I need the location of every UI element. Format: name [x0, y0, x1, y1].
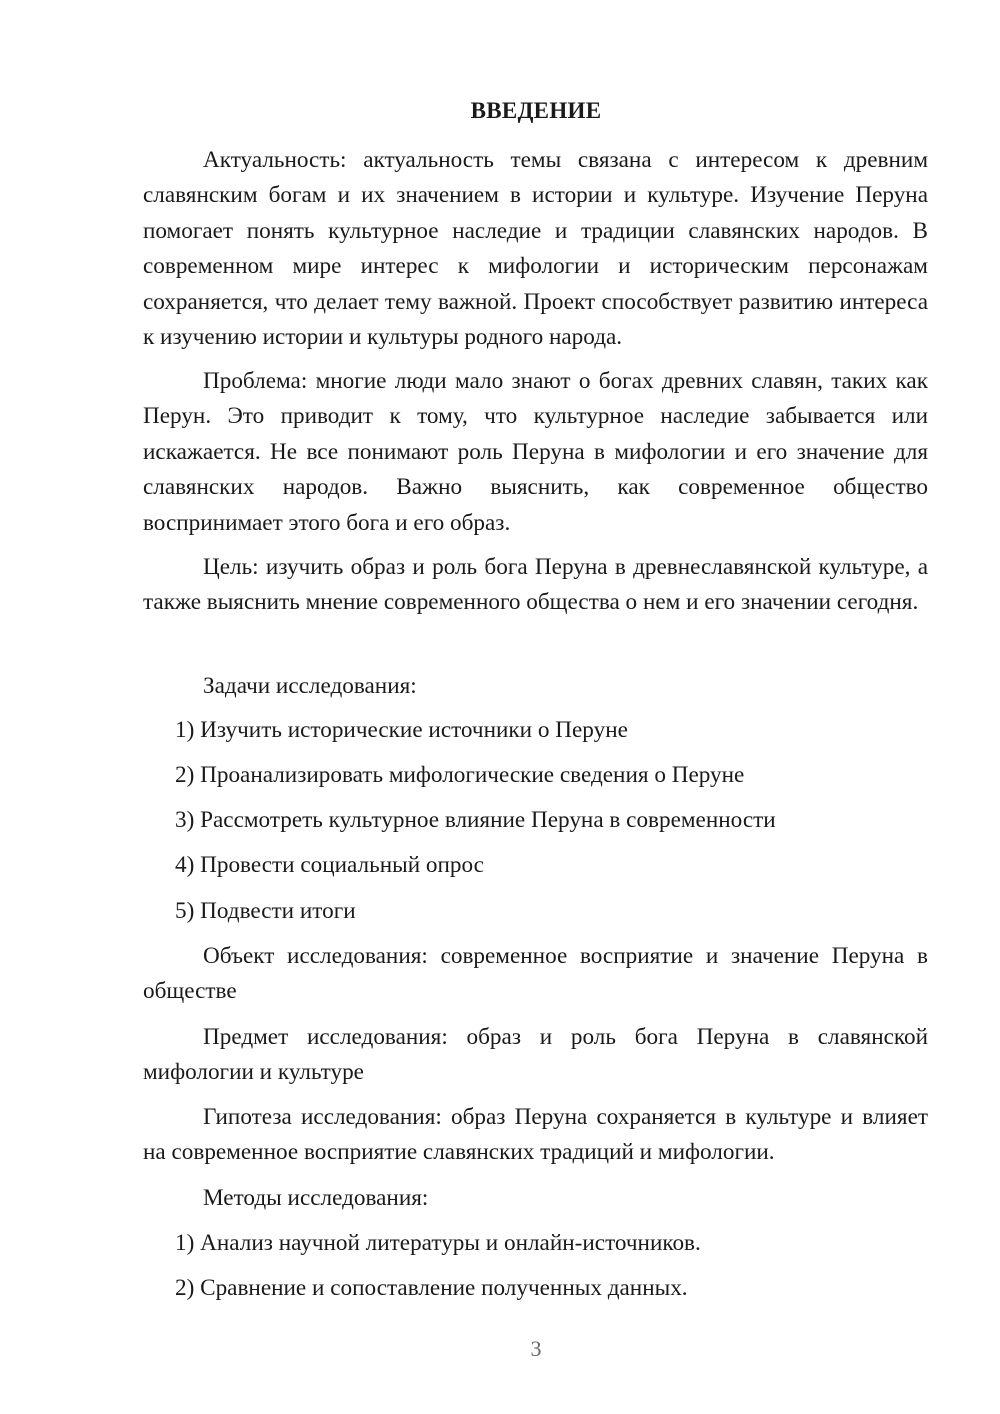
- section-heading: ВВЕДЕНИЕ: [470, 98, 602, 123]
- task-item-1: 1) Изучить исторические источники о Перуне: [175, 717, 628, 743]
- task-item-4: 4) Провести социальный опрос: [175, 852, 484, 878]
- method-item-2: 2) Сравнение и сопоставление полученных данных.: [175, 1275, 688, 1301]
- page-number: 3: [530, 1336, 542, 1361]
- task-item-5: 5) Подвести итоги: [175, 898, 356, 924]
- methods-title: Методы исследования:: [203, 1185, 429, 1211]
- task-item-2: 2) Проанализировать мифологические сведения о Перуне: [175, 762, 745, 788]
- paragraph-relevance: Актуальность: актуальность темы связана с интересом к древним славянским богам и их значением в истории и культуре. Изучение Перуна помогает понять культурное наследие и традиции славянских народов. В современном мире интерес к мифологии и историческим персонажам сохраняется, что делает тему важной. Проект способствует развитию интереса к изучению истории и культуры родного народа.: [143, 147, 928, 351]
- method-item-1: 1) Анализ научной литературы и онлайн-источников.: [175, 1230, 701, 1256]
- paragraph-object: Объект исследования: современное восприятие и значение Перуна в обществе: [143, 943, 928, 1005]
- paragraph-goal: Цель: изучить образ и роль бога Перуна в древнеславянской культуре, а также выяснить мнение современного общества о нем и его значении сегодня.: [143, 554, 928, 616]
- paragraph-problem: Проблема: многие люди мало знают о богах древних славян, таких как Перун. Это приводит к тому, что культурное наследие забывается или искажается. Не все понимают роль Перуна в мифологии и его значение для славянских народов. Важно выяснить, как современное общество воспринимает этого бога и его образ.: [143, 368, 928, 536]
- tasks-title: Задачи исследования:: [203, 673, 417, 699]
- task-item-3: 3) Рассмотреть культурное влияние Перуна в современности: [175, 807, 776, 833]
- paragraph-hypothesis: Гипотеза исследования: образ Перуна сохраняется в культуре и влияет на современное восприятие славянских традиций и мифологии.: [143, 1104, 928, 1166]
- paragraph-subject: Предмет исследования: образ и роль бога Перуна в славянской мифологии и культуре: [143, 1024, 928, 1086]
